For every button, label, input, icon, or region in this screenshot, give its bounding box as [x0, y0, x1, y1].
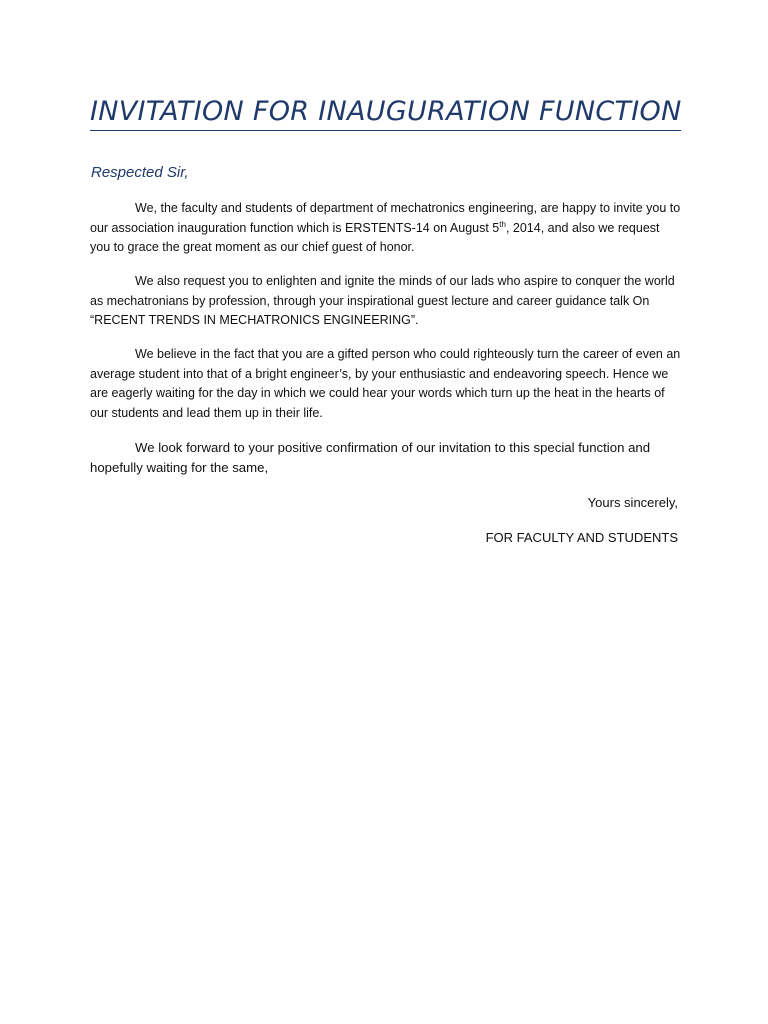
paragraph-confirmation: We look forward to your positive confirmation of our invitation to this special function and hopefully waiting for the same, — [90, 440, 651, 475]
paragraph-invitation-text-before-date: We, the faculty and students of department of mechatronics engineering, are happy to invite you to our association inauguration function which is ERSTENTS-14 on August 5 — [90, 201, 681, 235]
closing: Yours sincerely, — [587, 495, 678, 510]
document-title: INVITATION FOR INAUGURATION FUNCTION — [90, 96, 682, 127]
title-block — [90, 96, 681, 131]
paragraph-belief: We believe in the fact that you are a gifted person who could righteously turn the career of even an average student into that of a bright engineer’s, by your enthusiastic and endeavoring speech. Hence we are eagerly waiting for the day in which we could hear your words which turn up the heat in the hearts of our students and lead them up in their life. — [90, 347, 681, 420]
salutation: Respected Sir, — [91, 164, 189, 181]
paragraph-invitation — [90, 199, 682, 258]
paragraph-invitation-text-after-date: , 2014, and also we request you to grace the great moment as our chief guest of honor. — [90, 220, 660, 254]
signoff: FOR FACULTY AND STUDENTS — [485, 530, 678, 545]
paragraph-lecture-request: We also request you to enlighten and ignite the minds of our lads who aspire to conquer the world as mechatronians by profession, through your inspirational guest lecture and career guidance talk On “RECENT TRENDS IN MECHATRONICS ENGINEERING”. — [90, 274, 675, 327]
date-ordinal-suffix: th — [499, 219, 506, 229]
